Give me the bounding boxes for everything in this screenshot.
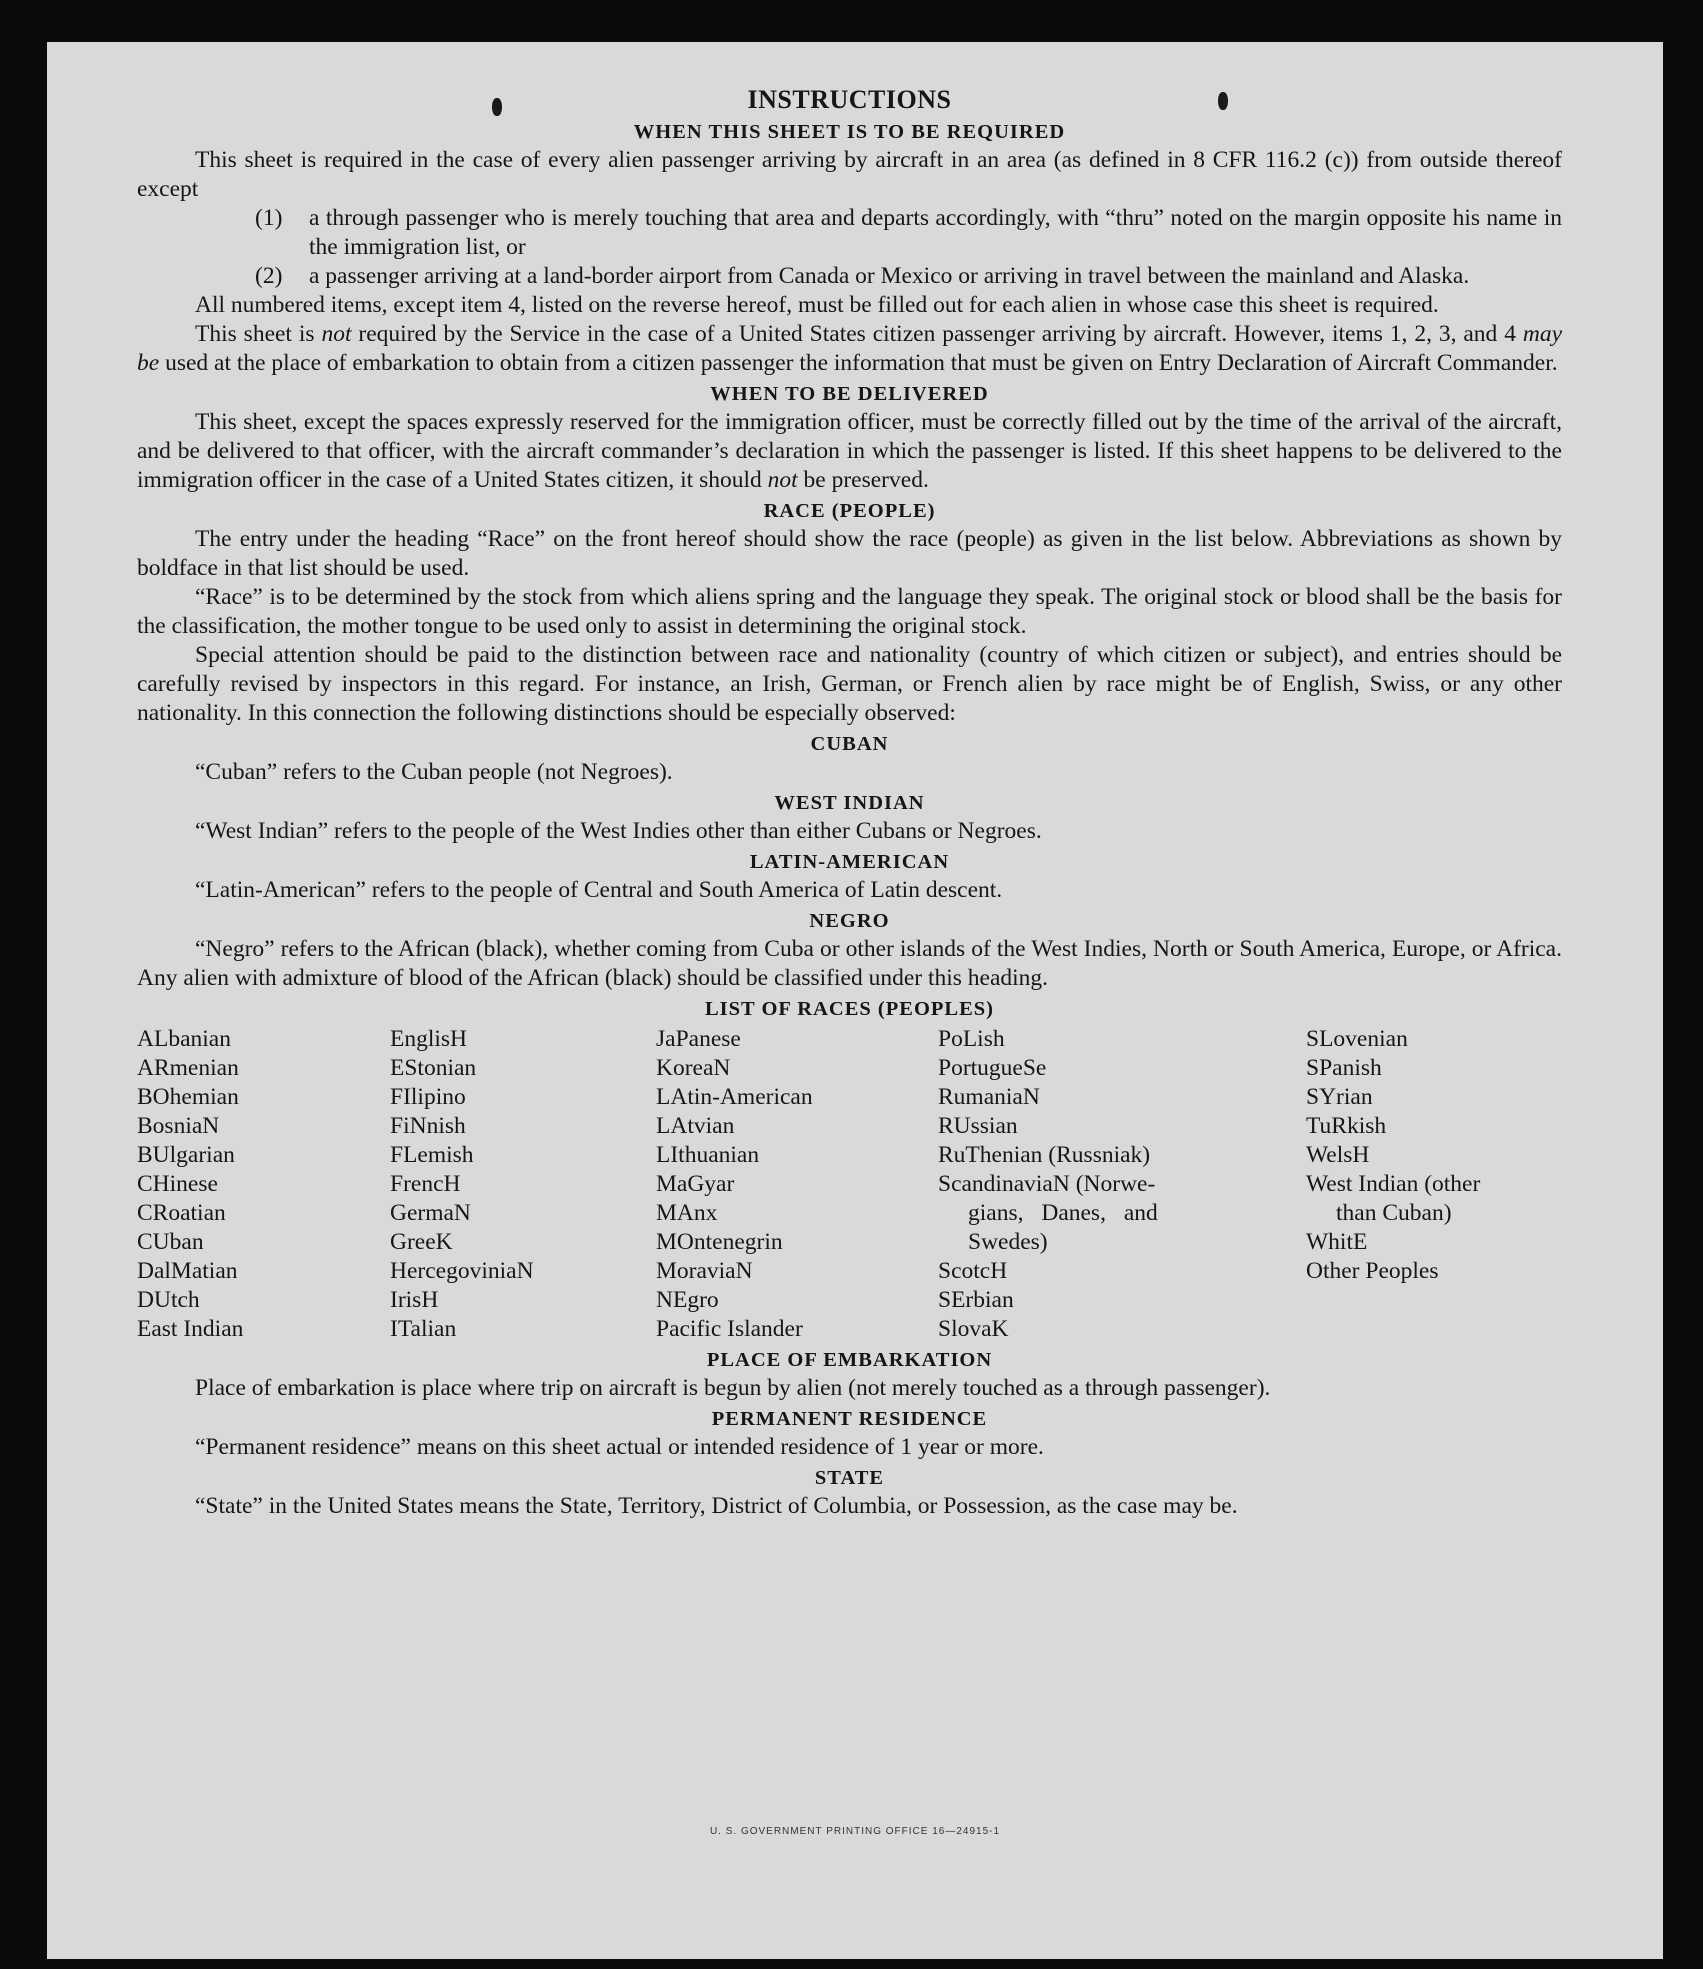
heading-latin-american: LATIN-AMERICAN (749, 851, 950, 873)
paragraph-cuban: “Cuban” refers to the Cuban people (not Negroes). (195, 759, 673, 785)
race-entry: ScotcH (938, 1258, 1008, 1284)
races-list (137, 1025, 1562, 1344)
race-entry: PortugueSe (938, 1055, 1047, 1081)
race-entry: ScandinaviaN (Norwe- (938, 1171, 1156, 1197)
text-run: This sheet is (195, 321, 322, 347)
race-entry: West Indian (other (1306, 1171, 1481, 1197)
race-entry: RuThenian (Russniak) (938, 1142, 1151, 1168)
document-body (137, 84, 1562, 1521)
race-entry: DalMatian (137, 1258, 238, 1284)
text-emphasis: may be (137, 321, 1562, 376)
paragraph-embarkation: Place of embarkation is place where trip on aircraft is begun by alien (not merely touched as a through passenger). (195, 1375, 1271, 1401)
race-entry: SPanish (1306, 1055, 1382, 1081)
race-entry: KoreaN (656, 1055, 731, 1081)
race-entry: CRoatian (137, 1200, 226, 1226)
race-entry: HercegoviniaN (390, 1258, 534, 1284)
text-run: This sheet, except the spaces expressly reserved for the immigration officer, must be correctly filled out by the time of the arrival of the aircraft, and be delivered to that officer, with the aircraft commander’s declaration in which the passenger is listed. If this sheet happens to be delivered to the immigration officer in the case of a United States citizen, it should (137, 409, 1562, 493)
heading-west-indian: WEST INDIAN (774, 792, 925, 814)
heading-state: STATE (814, 1467, 885, 1489)
races-column-5 (1306, 1025, 1562, 1344)
races-column-1 (137, 1025, 390, 1344)
heading-when-required: WHEN THIS SHEET IS TO BE REQUIRED (633, 121, 1066, 143)
paragraph-permanent-residence: “Permanent residence” means on this sheet actual or intended residence of 1 year or more. (195, 1434, 1044, 1460)
race-entry: CHinese (137, 1171, 218, 1197)
race-entry: SErbian (938, 1287, 1014, 1313)
race-entry: LIthuanian (656, 1142, 760, 1168)
race-entry: East Indian (137, 1316, 244, 1342)
races-column-4 (938, 1025, 1306, 1344)
list-number: (2) (255, 263, 283, 289)
race-entry: LAtin-American (656, 1084, 813, 1110)
race-entry: WelsH (1306, 1142, 1370, 1168)
race-entry: PoLish (938, 1026, 1005, 1052)
paragraph-race-3: Special attention should be paid to the distinction between race and nationality (country of which citizen or subject), and entries should be carefully revised by inspectors in this regard. For instance, an Irish, German, or French alien by race might be of English, Swiss, or any other nationality. In this connection the following distinctions should be especially observed: (137, 642, 1562, 726)
heading-permanent-residence: PERMANENT RESIDENCE (711, 1408, 988, 1430)
race-entry: SlovaK (938, 1316, 1009, 1342)
race-entry: WhitE (1306, 1229, 1368, 1255)
heading-cuban: CUBAN (810, 733, 889, 755)
race-entry-continued: than Cuban) (1336, 1200, 1452, 1226)
text-run: required by the Service in the case of a United States citizen passenger arriving by aircraft. However, items 1, 2, 3, and 4 (351, 321, 1523, 347)
race-entry: EnglisH (390, 1026, 468, 1052)
race-entry: GreeK (390, 1229, 453, 1255)
printing-office-footer: U. S. GOVERNMENT PRINTING OFFICE 16—24915-1 (709, 1826, 1001, 1837)
race-entry: BosniaN (137, 1113, 220, 1139)
race-entry: FIlipino (390, 1084, 466, 1110)
race-entry: ALbanian (137, 1026, 231, 1052)
heading-when-delivered: WHEN TO BE DELIVERED (710, 383, 989, 405)
text-run: used at the place of embarkation to obtain from a citizen passenger the information that must be given on Entry Declaration of Aircraft Commander. (159, 350, 1558, 376)
paragraph-required: This sheet is required in the case of every alien passenger arriving by aircraft in an area (as defined in 8 CFR 116.2 (c)) from outside thereof except (137, 147, 1562, 202)
race-entry: FiNnish (390, 1113, 466, 1139)
paragraph-west-indian: “West Indian” refers to the people of the West Indies other than either Cubans or Negroes. (195, 818, 1042, 844)
list-number: (1) (255, 205, 283, 231)
race-entry: SLovenian (1306, 1026, 1408, 1052)
race-entry: BOhemian (137, 1084, 239, 1110)
paragraph-race-2: “Race” is to be determined by the stock from which aliens spring and the language they speak. The original stock or blood shall be the basis for the classification, the mother tongue to be used only to assist in determining the original stock. (137, 584, 1562, 639)
race-entry: ARmenian (137, 1055, 239, 1081)
race-entry: SYrian (1306, 1084, 1373, 1110)
race-entry: Other Peoples (1306, 1258, 1439, 1284)
text-emphasis: not (321, 321, 352, 347)
list-text: a through passenger who is merely touching that area and departs accordingly, with “thru” noted on the margin opposite his name in the immigration list, or (309, 205, 1562, 260)
paragraph-delivered (137, 408, 1562, 495)
race-entry: MAnx (656, 1200, 718, 1226)
paragraph-race-1: The entry under the heading “Race” on the front hereof should show the race (people) as given in the list below. Abbreviations as shown by boldface in that list should be used. (137, 526, 1562, 581)
race-entry: MoraviaN (656, 1258, 753, 1284)
race-entry: Pacific Islander (656, 1316, 803, 1342)
heading-negro: NEGRO (809, 910, 890, 932)
heading-list-of-races: LIST OF RACES (PEOPLES) (705, 998, 994, 1020)
heading-race: RACE (PEOPLE) (763, 500, 936, 522)
race-entry-continued: Swedes) (968, 1229, 1048, 1255)
race-entry: MaGyar (656, 1171, 735, 1197)
paragraph-citizen (137, 320, 1562, 378)
race-entry: RumaniaN (938, 1084, 1040, 1110)
race-entry: FLemish (390, 1142, 474, 1168)
race-entry: TuRkish (1306, 1113, 1387, 1139)
list-item-2 (255, 262, 1562, 291)
paragraph-numbered-items: All numbered items, except item 4, listed on the reverse hereof, must be filled out for each alien in whose case this sheet is required. (195, 292, 1439, 318)
races-column-2 (390, 1025, 656, 1344)
race-entry: DUtch (137, 1287, 200, 1313)
instruction-sheet (47, 42, 1663, 1959)
heading-embarkation: PLACE OF EMBARKATION (706, 1349, 993, 1371)
race-entry: IrisH (390, 1287, 439, 1313)
list-text: a passenger arriving at a land-border airport from Canada or Mexico or arriving in travel between the mainland and Alaska. (309, 263, 1470, 289)
race-entry: LAtvian (656, 1113, 735, 1139)
race-entry: NEgro (656, 1287, 719, 1313)
race-entry: ITalian (390, 1316, 457, 1342)
text-emphasis: not (767, 467, 798, 493)
text-run: be preserved. (797, 467, 929, 493)
races-column-3 (656, 1025, 938, 1344)
race-entry: FrencH (390, 1171, 461, 1197)
race-entry: MOntenegrin (656, 1229, 783, 1255)
paragraph-negro: “Negro” refers to the African (black), whether coming from Cuba or other islands of the West Indies, North or South America, Europe, or Africa. Any alien with admixture of blood of the African (black) should be classified under this heading. (137, 936, 1562, 991)
paragraph-state: “State” in the United States means the State, Territory, District of Columbia, or Possession, as the case may be. (195, 1493, 1238, 1519)
paragraph-latin-american: “Latin-American” refers to the people of Central and South America of Latin descent. (195, 877, 1003, 903)
race-entry: GermaN (390, 1200, 471, 1226)
race-entry: CUban (137, 1229, 204, 1255)
race-entry: EStonian (390, 1055, 477, 1081)
race-entry-continued: gians, Danes, and (968, 1200, 1158, 1226)
race-entry: JaPanese (656, 1026, 741, 1052)
list-item-1 (255, 204, 1562, 262)
race-entry: BUlgarian (137, 1142, 235, 1168)
race-entry: RUssian (938, 1113, 1018, 1139)
page-title: INSTRUCTIONS (747, 85, 952, 114)
